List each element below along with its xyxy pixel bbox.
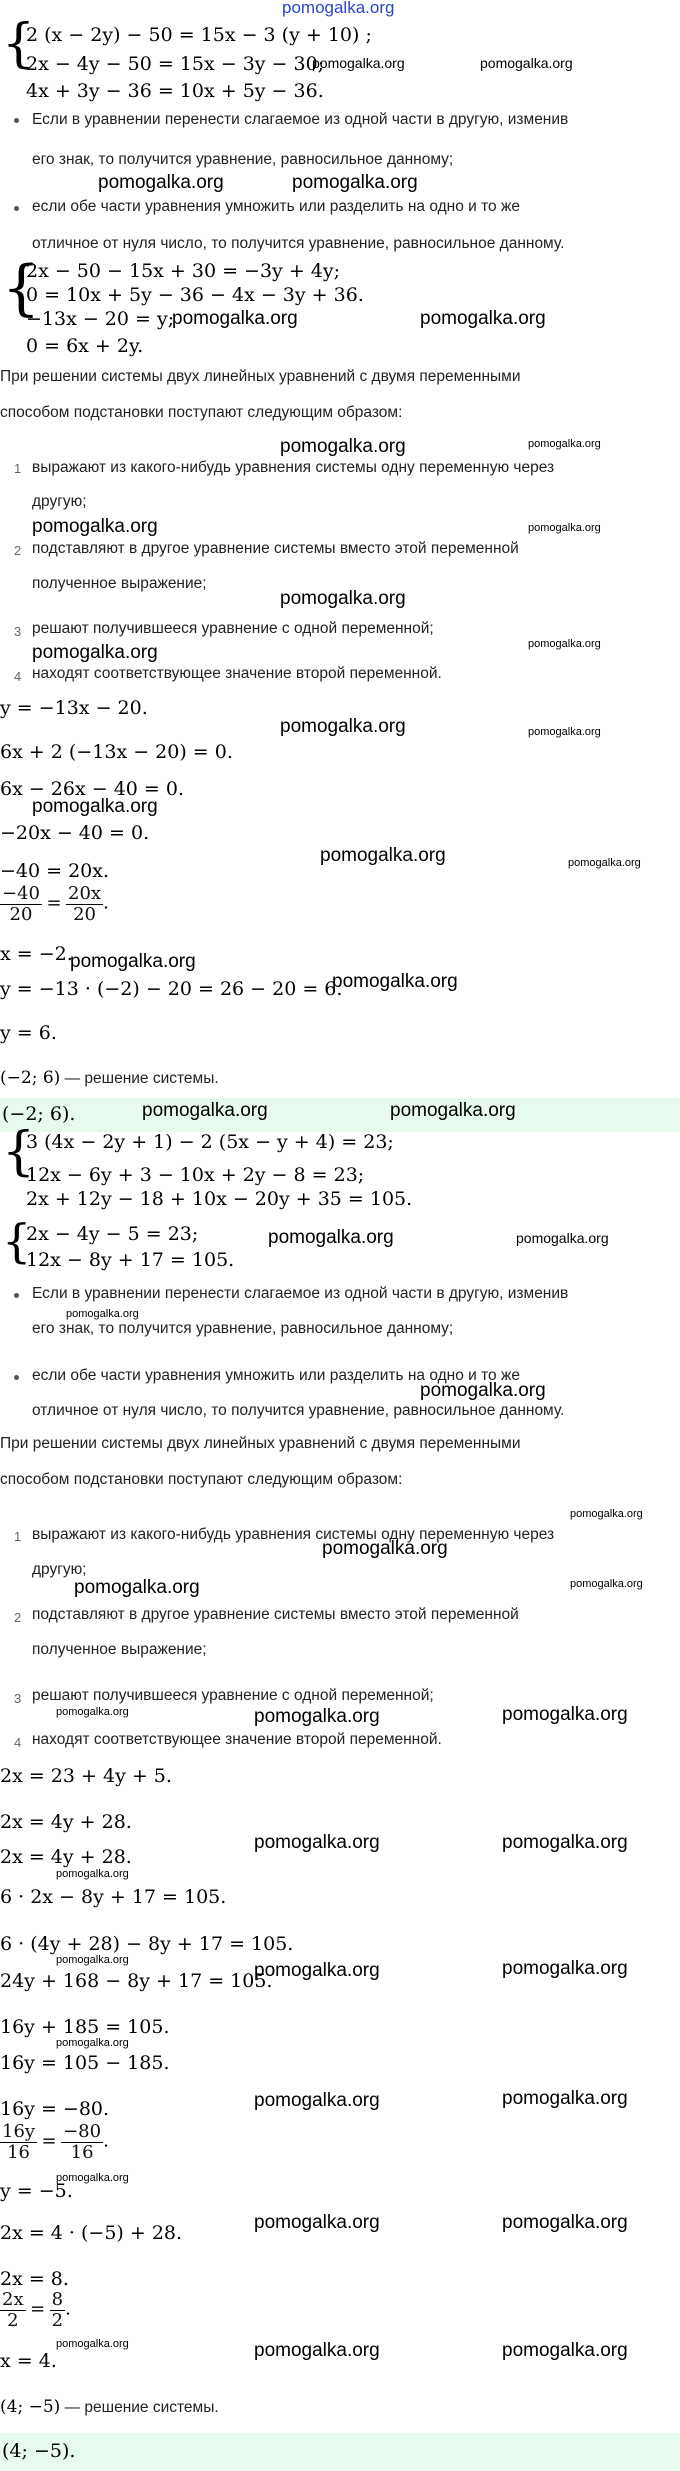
bullet (14, 118, 19, 123)
step-text: выражают из какого-нибудь уравнения системы одну переменную через (32, 459, 555, 476)
step-text: подставляют в другое уравнение системы вместо этой переменной (32, 540, 519, 557)
watermark: pomogalka.org (254, 1832, 380, 1853)
rule-text: если обе части уравнения умножить или разделить на одно и то же (32, 1367, 520, 1384)
system-brace: { (2, 253, 41, 323)
solution-text: — решение системы. (60, 1070, 219, 1087)
watermark: pomogalka.org (254, 2212, 380, 2233)
bullet (14, 1375, 19, 1380)
equation: 4x + 3y − 36 = 10x + 5y − 36. (26, 80, 324, 102)
step-number: 4 (14, 669, 22, 684)
fraction-numerator: 16y (2, 2121, 36, 2142)
step-number: 1 (14, 1529, 22, 1544)
equation: 2x = 4y + 28. (0, 1811, 132, 1833)
watermark: pomogalka.org (570, 1508, 643, 1520)
watermark: pomogalka.org (320, 845, 446, 866)
period: . (65, 2298, 71, 2320)
equation: −40 = 20x. (0, 860, 110, 882)
equals-sign: = (46, 892, 62, 914)
equation: y = 6. (0, 1022, 57, 1044)
watermark: pomogalka.org (420, 1380, 546, 1401)
watermark: pomogalka.org (56, 2037, 129, 2049)
watermark: pomogalka.org (480, 55, 573, 71)
watermark: pomogalka.org (322, 1538, 448, 1559)
watermark: pomogalka.org (254, 1706, 380, 1727)
step-number: 4 (14, 1735, 22, 1750)
answer-band (0, 2433, 680, 2471)
fraction-numerator: 20x (68, 883, 102, 904)
watermark: pomogalka.org (502, 1832, 628, 1853)
watermark: pomogalka.org (312, 55, 405, 71)
step-number: 1 (14, 461, 22, 476)
step-text: другую; (32, 1561, 87, 1578)
equation: 16y = 105 − 185. (0, 2052, 170, 2074)
equation: 2x − 50 − 15x + 30 = −3y + 4y; (26, 260, 341, 282)
equation: y = −5. (0, 2180, 73, 2202)
equation: 3 (4x − 2y + 1) − 2 (5x − y + 4) = 23; (26, 1131, 394, 1153)
rule-text: Если в уравнении перенести слагаемое из одной части в другую, изменив (32, 1285, 569, 1302)
watermark: pomogalka.org (172, 308, 298, 329)
bullet (14, 1293, 19, 1298)
system-brace: { (2, 1214, 32, 1268)
fraction-denominator: 16 (7, 2141, 30, 2163)
watermark: pomogalka.org (502, 1958, 628, 1979)
rule-text: его знак, то получится уравнение, равносильное данному; (32, 1320, 454, 1337)
equation: 16y + 185 = 105. (0, 2016, 170, 2038)
equation: −13x − 20 = y; (26, 308, 175, 330)
answer: (4; −5). (2, 2440, 76, 2462)
fraction-equation (0, 2122, 109, 2163)
equation: y = −13x − 20. (0, 697, 148, 719)
equation: 2x = 4 · (−5) + 28. (0, 2222, 183, 2244)
fraction-numerator: 2x (2, 2289, 24, 2310)
watermark: pomogalka.org (254, 2340, 380, 2361)
watermark: pomogalka.org (142, 1100, 268, 1121)
fraction-denominator: 20 (9, 903, 33, 925)
watermark: pomogalka.org (74, 1577, 200, 1598)
equation: 6x + 2 (−13x − 20) = 0. (0, 741, 233, 763)
watermark: pomogalka.org (56, 1706, 129, 1718)
step-number: 3 (14, 624, 22, 639)
fraction-denominator: 20 (73, 903, 96, 925)
equation: 0 = 10x + 5y − 36 − 4x − 3y + 36. (26, 284, 364, 306)
solution-statement (0, 2397, 219, 2418)
watermark: pomogalka.org (528, 522, 601, 534)
watermark: pomogalka.org (280, 588, 406, 609)
equation: 6x − 26x − 40 = 0. (0, 778, 184, 800)
fraction-denominator: 2 (7, 2309, 19, 2331)
step-text: решают получившееся уравнение с одной переменной; (32, 1687, 434, 1704)
answer-band (0, 1098, 680, 1132)
equation: 12x − 8y + 17 = 105. (26, 1249, 235, 1271)
rule-text: отличное от нуля число, то получится уравнение, равносильное данному. (32, 235, 565, 252)
equation: 12x − 6y + 3 − 10x + 2y − 8 = 23; (26, 1164, 365, 1186)
watermark: pomogalka.org (56, 1868, 129, 1880)
watermark: pomogalka.org (280, 716, 406, 737)
watermark: pomogalka.org (56, 1954, 129, 1966)
watermark-top: pomogalka.org (282, 0, 395, 17)
bullet (14, 206, 19, 211)
solution-statement (0, 1068, 219, 1089)
watermark: pomogalka.org (528, 438, 601, 450)
watermark: pomogalka.org (56, 2338, 129, 2350)
fraction-equation (0, 884, 109, 925)
equation: 2x = 23 + 4y + 5. (0, 1765, 172, 1787)
solution-pair: (4; −5) (0, 2397, 61, 2417)
step-text: полученное выражение; (32, 1641, 207, 1658)
step-text: решают получившееся уравнение с одной переменной; (32, 620, 434, 637)
watermark: pomogalka.org (254, 1960, 380, 1981)
watermark: pomogalka.org (516, 1230, 609, 1246)
watermark: pomogalka.org (568, 857, 641, 869)
watermark: pomogalka.org (32, 516, 158, 537)
fraction-denominator: 16 (70, 2141, 94, 2163)
step-number: 2 (14, 543, 22, 558)
watermark: pomogalka.org (528, 638, 601, 650)
watermark: pomogalka.org (528, 726, 601, 738)
fraction-numerator: 8 (51, 2289, 64, 2310)
equation: −20x − 40 = 0. (0, 822, 150, 844)
watermark: pomogalka.org (502, 1704, 628, 1725)
watermark: pomogalka.org (56, 2172, 129, 2184)
method-intro: При решении системы двух линейных уравнений с двумя переменными (0, 368, 521, 385)
equation: 6 · 2x − 8y + 17 = 105. (0, 1886, 227, 1908)
system-brace: { (2, 1122, 36, 1182)
fraction-numerator: −40 (2, 883, 40, 904)
equation: 2 (x − 2y) − 50 = 15x − 3 (y + 10) ; (26, 24, 372, 46)
equation: x = 4. (0, 2350, 57, 2372)
step-text: выражают из какого-нибудь уравнения системы одну переменную через (32, 1526, 555, 1543)
watermark: pomogalka.org (32, 642, 158, 663)
fraction-numerator: −80 (63, 2121, 102, 2142)
step-text: подставляют в другое уравнение системы вместо этой переменной (32, 1606, 519, 1623)
equation: 16y = −80. (0, 2098, 110, 2120)
method-intro: При решении системы двух линейных уравнений с двумя переменными (0, 1435, 521, 1452)
watermark: pomogalka.org (502, 2088, 628, 2109)
equation: 2x − 4y − 5 = 23; (26, 1223, 199, 1245)
watermark: pomogalka.org (502, 2212, 628, 2233)
method-intro: способом подстановки поступают следующим образом: (0, 404, 403, 421)
watermark: pomogalka.org (32, 796, 158, 817)
rule-text: Если в уравнении перенести слагаемое из одной части в другую, изменив (32, 111, 569, 128)
watermark: pomogalka.org (502, 2340, 628, 2361)
step-text: находят соответствующее значение второй переменной. (32, 665, 442, 682)
watermark: pomogalka.org (254, 2090, 380, 2111)
answer: (−2; 6). (2, 1103, 76, 1125)
equation: x = −2. (0, 943, 73, 965)
equation: 6 · (4y + 28) − 8y + 17 = 105. (0, 1933, 294, 1955)
fraction-denominator: 2 (51, 2309, 64, 2331)
step-text: находят соответствующее значение второй переменной. (32, 1731, 442, 1748)
period: . (103, 892, 109, 914)
step-text: другую; (32, 493, 87, 510)
equation: 2x = 4y + 28. (0, 1846, 132, 1868)
equation: 2x − 4y − 50 = 15x − 3y − 30; (26, 53, 325, 75)
step-number: 2 (14, 1610, 22, 1625)
step-text: полученное выражение; (32, 575, 207, 592)
equation: y = −13 · (−2) − 20 = 26 − 20 = 6. (0, 978, 343, 1000)
equation: 2x = 8. (0, 2268, 69, 2290)
solution-pair: (−2; 6) (0, 1068, 61, 1088)
fraction-equation (0, 2290, 71, 2331)
watermark: pomogalka.org (70, 951, 196, 972)
equals-sign: = (30, 2298, 46, 2320)
rule-text: если обе части уравнения умножить или разделить на одно и то же (32, 198, 520, 215)
rule-text: отличное от нуля число, то получится уравнение, равносильное данному. (32, 1402, 565, 1419)
watermark: pomogalka.org (66, 1308, 139, 1320)
watermark: pomogalka.org (280, 436, 406, 457)
equation: 0 = 6x + 2y. (26, 335, 144, 357)
watermark: pomogalka.org (390, 1100, 516, 1121)
watermark: pomogalka.org (420, 308, 546, 329)
step-number: 3 (14, 1691, 22, 1706)
watermark: pomogalka.org (268, 1227, 394, 1248)
solution-text: — решение системы. (60, 2399, 219, 2416)
period: . (103, 2130, 109, 2152)
system-brace: { (2, 14, 36, 74)
equals-sign: = (41, 2130, 57, 2152)
rule-text: его знак, то получится уравнение, равносильное данному; (32, 151, 454, 168)
method-intro: способом подстановки поступают следующим образом: (0, 1471, 403, 1488)
watermark: pomogalka.org (98, 172, 224, 193)
watermark: pomogalka.org (332, 971, 458, 992)
equation: 2x + 12y − 18 + 10x − 20y + 35 = 105. (26, 1188, 413, 1210)
watermark: pomogalka.org (292, 172, 418, 193)
watermark: pomogalka.org (570, 1578, 643, 1590)
equation: 24y + 168 − 8y + 17 = 105. (0, 1970, 273, 1992)
